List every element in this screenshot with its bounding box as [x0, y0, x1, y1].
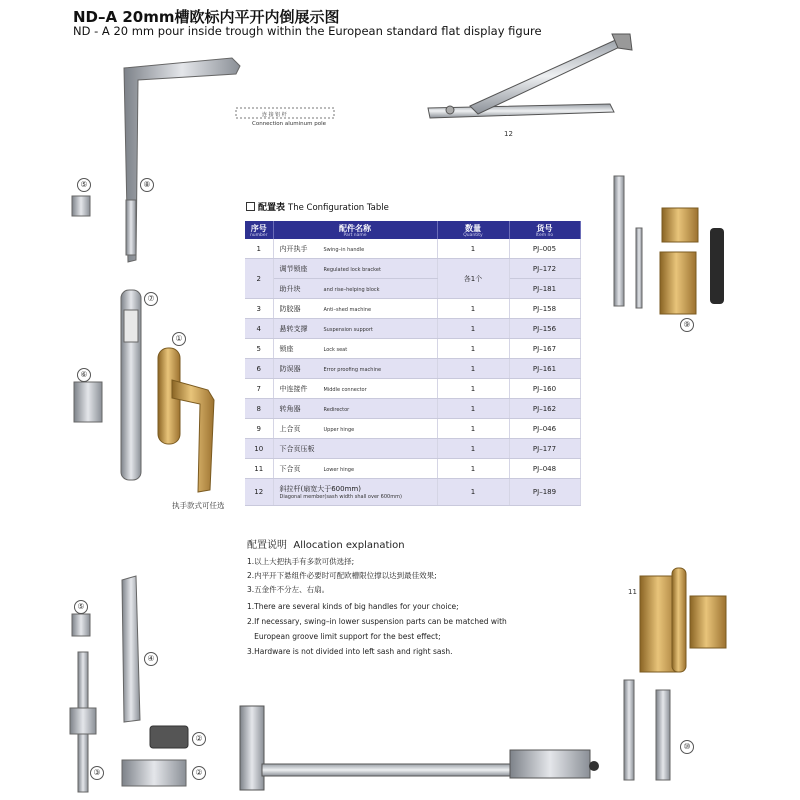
- header-item-no: [509, 221, 580, 239]
- table-row: [245, 299, 580, 319]
- callout-3: ③: [90, 766, 104, 780]
- alloc-en-2: 2.If necessary, swing–in lower suspension parts can be matched with: [247, 617, 507, 626]
- table-cell: 1: [437, 339, 509, 359]
- table-cell: [273, 279, 437, 299]
- cell-text: Suspension support: [323, 326, 373, 333]
- cell-text: 上合页: [279, 424, 301, 433]
- table-cell: 3: [245, 299, 273, 319]
- table-row: [245, 239, 580, 259]
- cell-text: 下合页压板: [279, 444, 315, 453]
- callout-4: ④: [144, 652, 158, 666]
- cell-text: 调节锁座: [279, 264, 308, 273]
- table-cell: [273, 359, 437, 379]
- table-cell: [273, 319, 437, 339]
- cell-text: 序号: [250, 223, 267, 233]
- cell-text: and rise–helping block: [323, 286, 380, 293]
- table-cell: [273, 259, 437, 279]
- table-cell: 1: [437, 479, 509, 506]
- table-cell: PJ–161: [509, 359, 580, 379]
- callout-5b: ⑤: [74, 600, 88, 614]
- callout-1: ①: [172, 332, 186, 346]
- table-row: [245, 319, 580, 339]
- rod-label-en: Connection aluminum pole: [252, 121, 326, 127]
- table-cell: 1: [437, 419, 509, 439]
- alloc-en-1: 1.There are several kinds of big handles for your choice;: [247, 602, 459, 611]
- table-cell: PJ–189: [509, 479, 580, 506]
- cell-text: Swing–in handle: [323, 246, 365, 253]
- table-cell: PJ–046: [509, 419, 580, 439]
- lock-seat-part-2: [72, 614, 90, 636]
- callout-7: ⑦: [144, 292, 158, 306]
- table-cell: 1: [437, 239, 509, 259]
- table-row: [245, 439, 580, 459]
- table-row: [245, 459, 580, 479]
- diagonal-member-part: [240, 706, 599, 790]
- allocation-title: [247, 536, 405, 551]
- lock-seat-part: [72, 196, 90, 216]
- cell-text: Error proofing machine: [323, 366, 382, 373]
- cell-text: 下合页: [279, 464, 301, 473]
- cell-text: 转角器: [279, 404, 301, 413]
- table-row: [245, 279, 580, 299]
- table-cell: PJ–162: [509, 399, 580, 419]
- config-table-title: [246, 200, 389, 213]
- table-row: [245, 259, 580, 279]
- callout-2a: ②: [192, 732, 206, 746]
- allocation-title-part: Allocation explanation: [293, 540, 405, 551]
- upper-hinge-part: [614, 176, 724, 314]
- table-cell: PJ–005: [509, 239, 580, 259]
- cell-text: 货号: [536, 223, 553, 233]
- table-cell: 1: [245, 239, 273, 259]
- middle-connector-part: [121, 290, 141, 480]
- callout-9: ⑨: [680, 318, 694, 332]
- rod-label-cn: 连 接 铝 杆: [262, 112, 287, 118]
- allocation-title-part: 配置说明: [247, 540, 287, 551]
- table-cell: 7: [245, 379, 273, 399]
- cell-text: 悬转支撑: [279, 324, 308, 333]
- config-table: [245, 221, 581, 506]
- alloc-en-4: 3.Hardware is not divided into left sash and right sash.: [247, 647, 453, 656]
- table-cell: [273, 339, 437, 359]
- table-cell: 9: [245, 419, 273, 439]
- stay-arm-part: [428, 34, 632, 118]
- cell-text: Diagonal member(sash width shall over 600mm): [279, 493, 402, 500]
- table-cell: PJ–160: [509, 379, 580, 399]
- callout-5: ⑤: [77, 178, 91, 192]
- callout-8: ⑧: [140, 178, 154, 192]
- table-cell: 1: [437, 319, 509, 339]
- alloc-cn-1: 1.以上大把执手有多款可供选择;: [247, 557, 355, 566]
- cell-text: 锁座: [279, 344, 294, 353]
- cell-text: 助升块: [279, 284, 301, 293]
- table-cell: 1: [437, 359, 509, 379]
- cell-text: Item no: [535, 232, 554, 238]
- cell-text: 数量: [465, 223, 481, 233]
- table-row: [245, 399, 580, 419]
- table-cell: PJ–167: [509, 339, 580, 359]
- alloc-cn-2: 2.内平开下悬组件必要时可配欧槽限位撑以达到最佳效果;: [247, 571, 437, 580]
- header-number: [245, 221, 273, 239]
- table-cell: 4: [245, 319, 273, 339]
- table-cell: PJ–177: [509, 439, 580, 459]
- lower-hinge-part: [640, 568, 726, 672]
- callout-10: ⑩: [680, 740, 694, 754]
- table-cell: 各1个: [437, 259, 509, 299]
- handle-part: [158, 348, 214, 492]
- cell-text: Upper hinge: [323, 426, 355, 433]
- page-subtitle: ND - A 20 mm pour inside trough within the European standard flat display figure: [73, 24, 542, 38]
- table-cell: [273, 239, 437, 259]
- table-cell: PJ–172: [509, 259, 580, 279]
- table-cell: [273, 379, 437, 399]
- table-cell: 1: [437, 299, 509, 319]
- cell-text: Lower hinge: [323, 466, 355, 473]
- table-cell: 5: [245, 339, 273, 359]
- cell-text: Middle connector: [323, 386, 367, 393]
- table-cell: 1: [437, 399, 509, 419]
- cell-text: 配件名称: [339, 223, 371, 233]
- table-cell: [273, 459, 437, 479]
- header-quantity: [437, 221, 509, 239]
- table-row: [245, 339, 580, 359]
- table-cell: [273, 419, 437, 439]
- alloc-en-3: European groove limit support for the best effect;: [247, 632, 441, 641]
- table-cell: 10: [245, 439, 273, 459]
- table-cell: PJ–048: [509, 459, 580, 479]
- table-cell: [273, 479, 437, 506]
- cell-text: 防误器: [279, 364, 301, 373]
- hinge-pressboard-part: [624, 680, 670, 780]
- table-cell: PJ–156: [509, 319, 580, 339]
- cell-text: Quantity: [463, 232, 483, 238]
- callout-11: 11: [628, 588, 637, 596]
- cell-text: 防胶器: [279, 304, 301, 313]
- table-cell: 1: [437, 379, 509, 399]
- handle-note: 执手款式可任选: [172, 501, 225, 510]
- cell-text: Anti–shed machine: [323, 306, 372, 313]
- callout-6: ⑥: [77, 368, 91, 382]
- table-cell: 6: [245, 359, 273, 379]
- config-title-en: The Configuration Table: [288, 203, 389, 213]
- table-cell: 2: [245, 259, 273, 299]
- table-cell: 12: [245, 479, 273, 506]
- table-header-row: [245, 221, 580, 239]
- table-cell: 8: [245, 399, 273, 419]
- table-cell: [273, 299, 437, 319]
- cell-text: 斜拉杆(扇宽大于600mm): [279, 484, 361, 493]
- cell-text: 内开执手: [279, 244, 308, 253]
- table-cell: PJ–158: [509, 299, 580, 319]
- table-cell: 11: [245, 459, 273, 479]
- cell-text: Part name: [343, 232, 367, 238]
- table-cell: PJ–181: [509, 279, 580, 299]
- cell-text: Regulated lock bracket: [323, 266, 381, 273]
- suspension-support-part: [122, 576, 140, 722]
- cell-text: Lock seat: [323, 346, 348, 353]
- table-cell: 1: [437, 459, 509, 479]
- table-row: [245, 479, 580, 506]
- error-proofing-part: [74, 382, 102, 422]
- config-title-cn: 配置表: [258, 203, 286, 213]
- redirector-part: [124, 58, 240, 262]
- alloc-cn-3: 3.五金件不分左、右扇。: [247, 585, 330, 594]
- page-title: ND–A 20mm槽欧标内平开内倒展示图: [73, 8, 340, 26]
- rise-block-part: [122, 760, 186, 786]
- table-cell: [273, 439, 437, 459]
- table-cell: [273, 399, 437, 419]
- cell-text: Redirector: [323, 406, 350, 413]
- callout-12: 12: [504, 130, 513, 138]
- callout-2b: ②: [192, 766, 206, 780]
- table-row: [245, 419, 580, 439]
- cell-text: 中连接件: [279, 384, 308, 393]
- checkbox-icon: [246, 202, 255, 211]
- table-cell: 1: [437, 439, 509, 459]
- cell-text: number: [249, 232, 268, 238]
- table-row: [245, 359, 580, 379]
- lock-bracket-part: [150, 726, 188, 748]
- header-part-name: [273, 221, 437, 239]
- table-row: [245, 379, 580, 399]
